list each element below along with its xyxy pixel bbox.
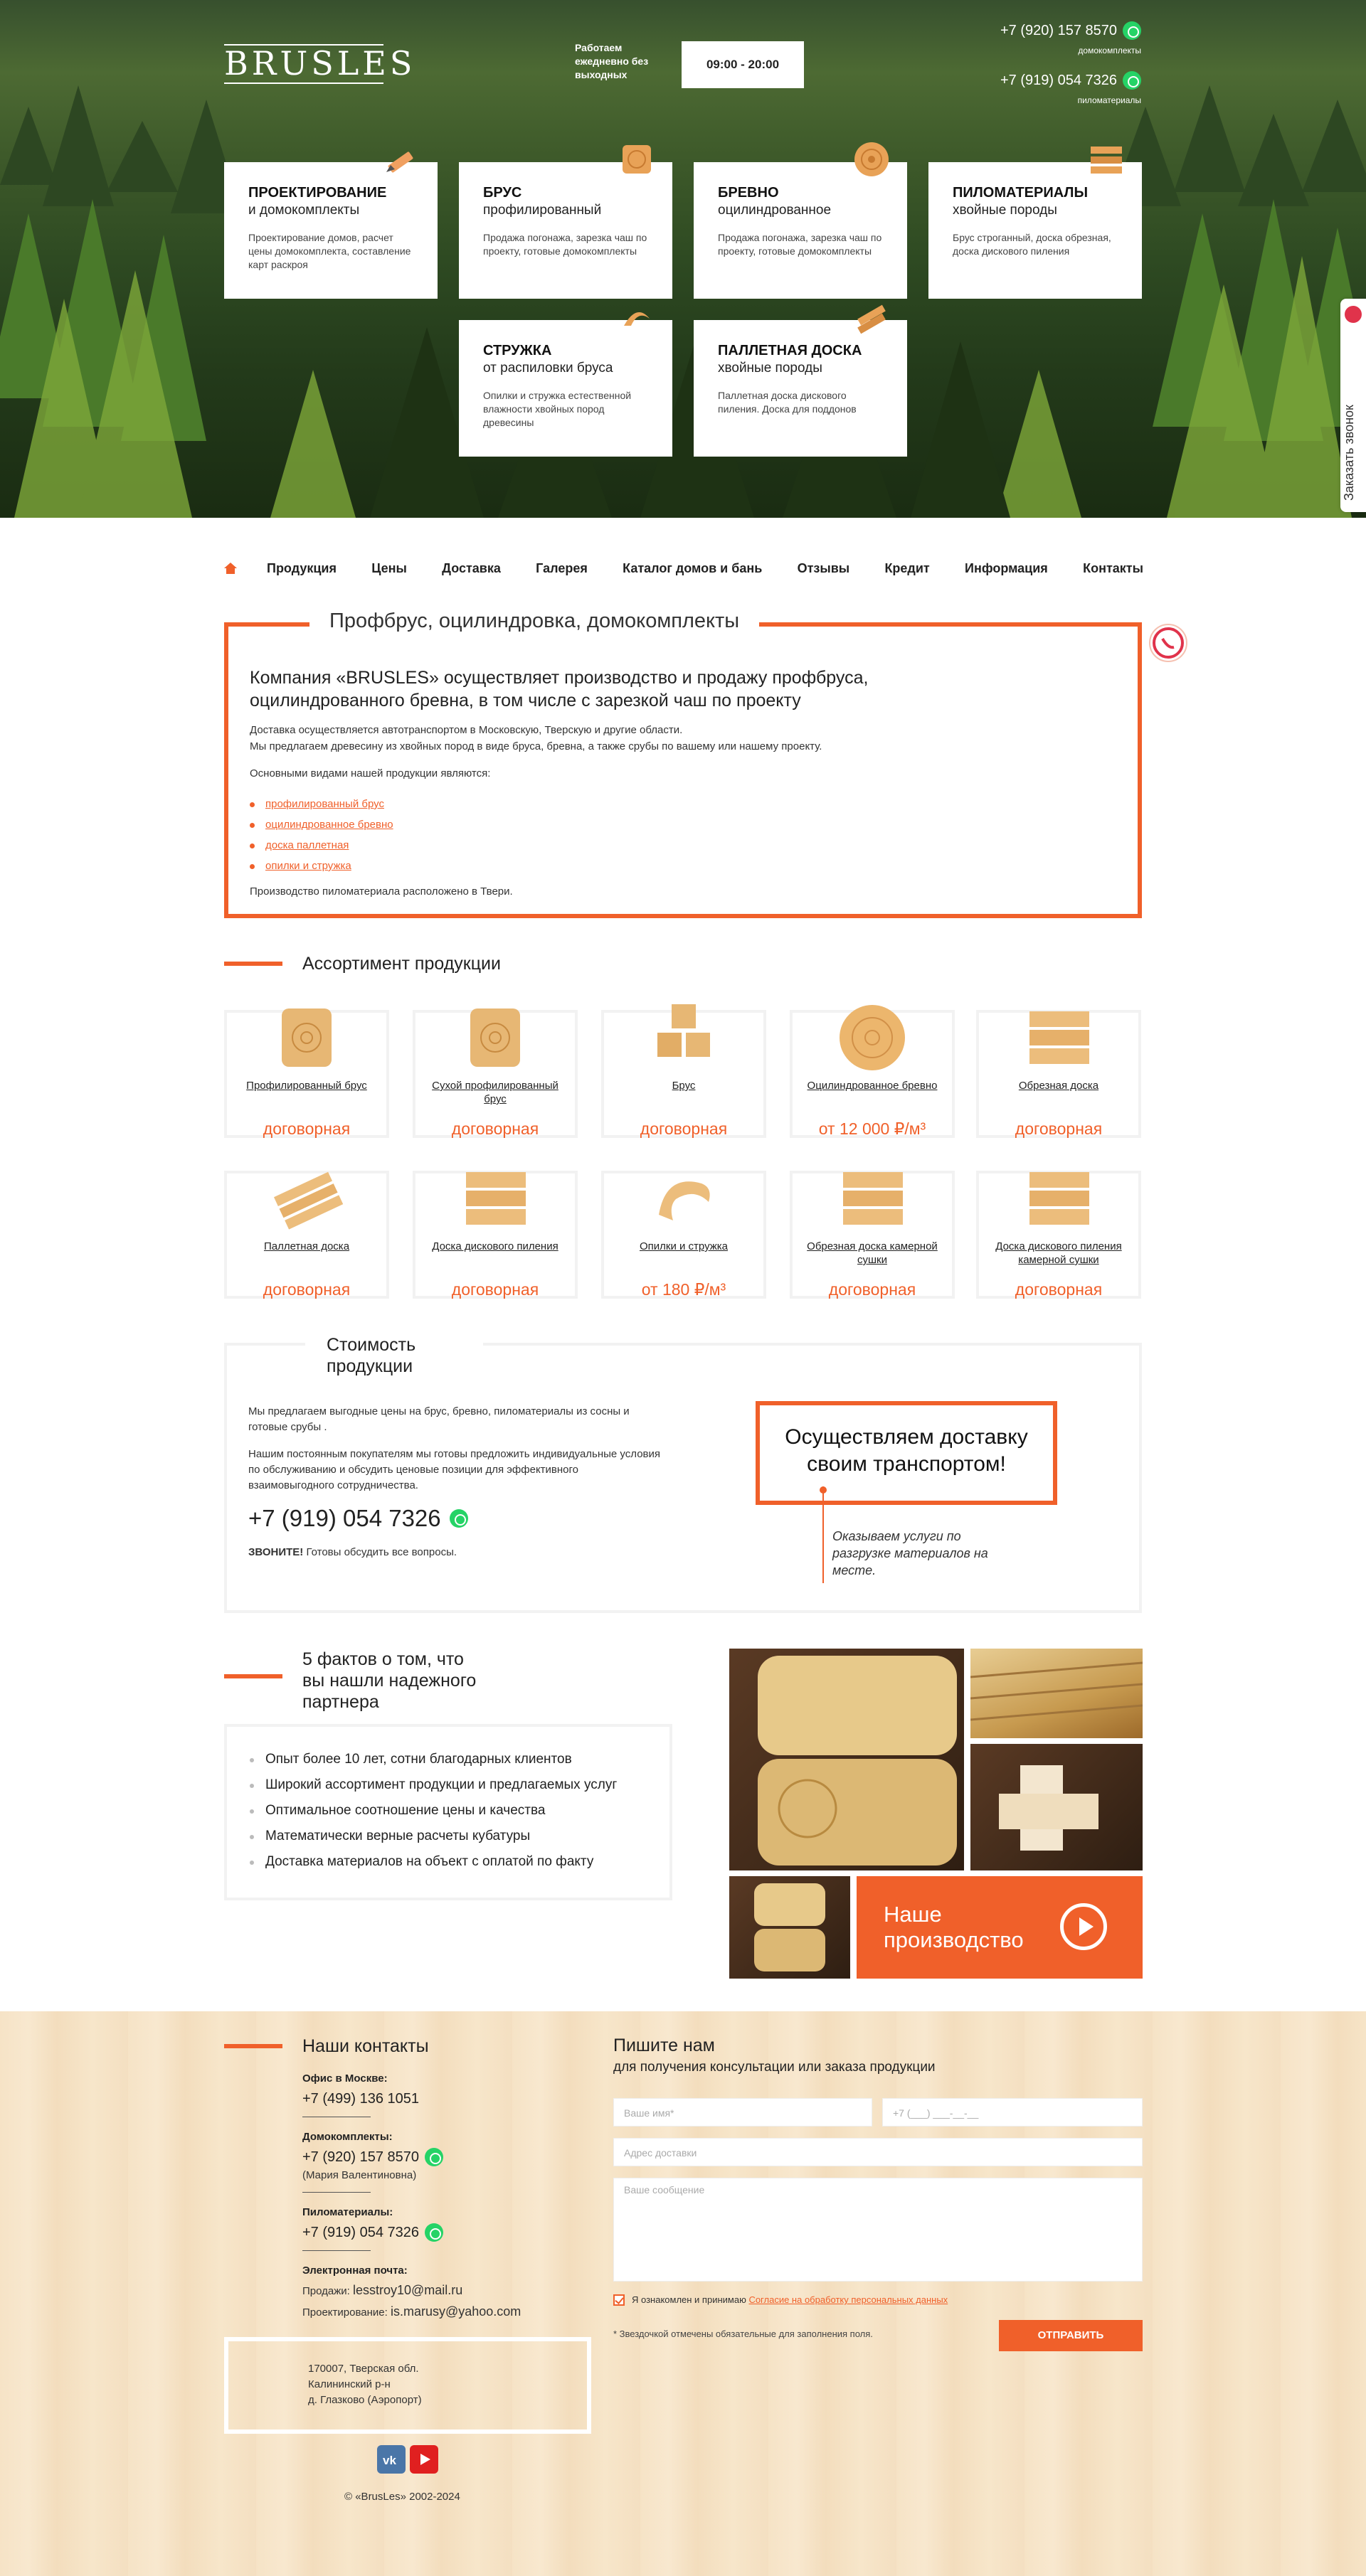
product-name[interactable]: Обрезная доска [1018, 1080, 1099, 1092]
address-line: 170007, Тверская обл. [308, 2363, 419, 2375]
product-card[interactable] [601, 1010, 766, 1138]
product-link[interactable]: опилки и стружка [250, 856, 393, 876]
dom-label: Домокомплекты: [302, 2131, 393, 2143]
main-nav [224, 558, 1143, 579]
office-label: Офис в Москве: [302, 2072, 388, 2085]
shavings-icon [645, 1159, 723, 1238]
product-card[interactable] [790, 1171, 955, 1299]
hero-card-pallet[interactable] [694, 320, 907, 457]
product-card[interactable] [976, 1010, 1141, 1138]
hero-card-lumber[interactable] [928, 162, 1142, 299]
section-head-facts [224, 1649, 487, 1713]
planks-icon [1086, 139, 1126, 179]
header-phone-2 [1000, 71, 1141, 105]
consent-text: Я ознакомлен и принимаю Согласие на обработку персональных данных [632, 2294, 948, 2305]
nav-item-catalog[interactable]: Каталог домов и бань [623, 560, 763, 575]
beam-icon [268, 999, 346, 1077]
svg-text:vk: vk [383, 2454, 396, 2467]
nav-item-products[interactable]: Продукция [267, 560, 337, 575]
delivery-line [822, 1486, 824, 1583]
product-card[interactable] [601, 1171, 766, 1299]
nav-item-credit[interactable]: Кредит [884, 560, 930, 575]
product-name[interactable]: Доска дискового пиления [432, 1240, 558, 1252]
delivery-box: Осуществляем доставку своим транспортом! [756, 1401, 1057, 1505]
product-card[interactable] [413, 1171, 578, 1299]
intro-paragraph: Основными видами нашей продукции являются: [250, 767, 491, 779]
pallet-icon [852, 297, 891, 337]
card-title: БРЕВНО [718, 185, 779, 201]
fact-item: Доставка материалов на объект с оплатой по факту [265, 1849, 631, 1875]
cost-phone [248, 1505, 468, 1532]
logo[interactable]: BRUSLES [224, 44, 416, 83]
product-name[interactable]: Брус [672, 1080, 696, 1092]
planks-icon [456, 1159, 534, 1238]
call-text: ЗВОНИТЕ! Готовы обсудить все вопросы. [248, 1546, 457, 1558]
intro-paragraph: Мы предлагаем древесину из хвойных пород в виде бруса, бревна, а также срубы по вашему или нашему проекту. [250, 740, 822, 752]
pilo-phone: +7 (919) 054 7326 [302, 2223, 443, 2242]
product-price: договорная [1015, 1280, 1103, 1299]
product-card[interactable] [224, 1171, 389, 1299]
card-subtitle: профилированный [483, 203, 602, 218]
product-link[interactable]: оцилиндрованное бревно [250, 814, 393, 835]
email-label: Электронная почта: [302, 2264, 408, 2277]
card-title: СТРУЖКА [483, 343, 552, 358]
work-schedule-label: Работаем ежедневно без выходных [575, 42, 649, 80]
product-link[interactable]: доска паллетная [250, 835, 393, 856]
gallery-photo[interactable] [729, 1649, 964, 1870]
product-card[interactable] [976, 1171, 1141, 1299]
product-price: договорная [263, 1280, 351, 1299]
cost-title: Стоимость продукции [305, 1334, 483, 1377]
nav-item-delivery[interactable]: Доставка [442, 560, 501, 575]
fact-item: Опыт более 10 лет, сотни благодарных клиентов [265, 1747, 631, 1772]
card-title: ПИЛОМАТЕРИАЛЫ [953, 185, 1089, 201]
pallet-icon [268, 1159, 346, 1238]
beam-icon [617, 139, 657, 179]
intro-paragraph: Доставка осуществляется автотранспортом в Московскую, Тверскую и другие области. [250, 724, 683, 736]
product-name[interactable]: Профилированный брус [246, 1080, 367, 1092]
form-title: Пишите нам [613, 2035, 715, 2055]
fact-item: Математически верные расчеты кубатуры [265, 1824, 631, 1849]
whatsapp-icon[interactable] [425, 2223, 443, 2242]
product-price: договорная [828, 1280, 916, 1299]
phone-number[interactable]: +7 (919) 054 7326 [248, 1505, 441, 1531]
card-title: БРУС [483, 185, 522, 201]
intro-paragraph: Производство пиломатериала расположено в Твери. [250, 885, 513, 898]
card-subtitle: оцилиндрованное [718, 203, 832, 218]
email-design: Проектирование: is.marusy@yahoo.com [302, 2304, 521, 2319]
product-price: от 180 ₽/м³ [641, 1280, 726, 1299]
work-hours: 09:00 - 20:00 [682, 41, 804, 88]
card-desc: Проектирование домов, расчет цены домокомплекта, составление карт раскроя [248, 232, 411, 270]
card-subtitle: хвойные породы [718, 361, 822, 376]
play-icon [1060, 1903, 1107, 1950]
dom-contact-name: (Мария Валентиновна) [302, 2169, 417, 2181]
card-subtitle: и домокомплекты [248, 203, 360, 218]
product-name[interactable]: Паллетная доска [263, 1240, 350, 1252]
fact-item: Широкий ассортимент продукции и предлагаемых услуг [265, 1772, 631, 1798]
footer [0, 2011, 1366, 2576]
gallery-photo[interactable] [970, 1744, 1143, 1870]
consent-link[interactable]: Согласие на обработку персональных данных [748, 2294, 948, 2305]
card-desc: Продажа погонажа, зарезка чаш по проекту, готовые домокомплекты [718, 232, 882, 257]
gallery-photo[interactable] [970, 1649, 1143, 1738]
dom-phone: +7 (920) 157 8570 [302, 2148, 443, 2166]
planks-icon [1020, 1159, 1098, 1238]
vk-icon[interactable] [377, 2445, 406, 2474]
card-desc: Продажа погонажа, зарезка чаш по проекту, готовые домокомплекты [483, 232, 647, 257]
youtube-icon[interactable] [410, 2445, 438, 2474]
product-card[interactable] [224, 1010, 389, 1138]
send-button[interactable]: ОТПРАВИТЬ [999, 2320, 1143, 2351]
product-price: договорная [640, 1119, 728, 1138]
shavings-icon [617, 297, 657, 337]
delivery-dot [820, 1486, 827, 1494]
card-desc: Брус строганный, доска обрезная, доска дискового пиления [953, 232, 1111, 257]
product-name[interactable]: Сухой профилированный брус [432, 1080, 558, 1105]
intro-title: Профбрус, оцилиндровка, домокомплекты [309, 610, 759, 633]
delivery-note: Оказываем услуги по разгрузке материалов на месте. [832, 1529, 988, 1577]
card-subtitle: от распиловки бруса [483, 361, 613, 376]
fact-item: Оптимальное соотношение цены и качества [265, 1798, 631, 1824]
home-icon[interactable] [224, 563, 237, 574]
section-title: Наши контакты [302, 2036, 429, 2056]
office-phone[interactable]: +7 (499) 136 1051 [302, 2091, 420, 2107]
beam-icon [456, 999, 534, 1077]
cost-paragraph: Нашим постоянным покупателям мы готовы предложить индивидуальные условия по обслуживанию и обсудить ценовые позиции для эффективного взаимовыгодного сотрудничества. [248, 1448, 661, 1491]
phone-caption: домокомплекты [1078, 46, 1141, 55]
product-name[interactable]: Оцилиндрованное бревно [807, 1080, 938, 1092]
phone-caption: пиломатериалы [1077, 95, 1141, 105]
hero-card-beam[interactable] [459, 162, 672, 299]
product-link[interactable]: профилированный брус [250, 794, 393, 814]
planks-icon [833, 1159, 911, 1238]
card-title: ПРОЕКТИРОВАНИЕ [248, 185, 387, 201]
product-link-list [250, 794, 393, 876]
order-call-label: Заказать звонок [1342, 405, 1356, 501]
product-price: договорная [451, 1119, 539, 1138]
divider [302, 2192, 371, 2193]
address-box [224, 2337, 591, 2434]
log-icon [833, 999, 911, 1077]
product-name[interactable]: Опилки и стружка [639, 1240, 729, 1252]
header-phone-1 [1000, 21, 1141, 55]
hero-card-design[interactable] [224, 162, 438, 299]
nav-item-reviews[interactable]: Отзывы [797, 560, 850, 575]
card-desc: Паллетная доска дискового пиления. Доска для поддонов [718, 390, 857, 415]
facts-list [224, 1724, 672, 1900]
whatsapp-icon[interactable] [450, 1509, 468, 1528]
product-card[interactable] [790, 1010, 955, 1138]
whatsapp-icon[interactable] [1123, 71, 1141, 90]
gallery-photo[interactable] [729, 1876, 850, 1979]
whatsapp-icon[interactable] [425, 2148, 443, 2166]
planks-icon [1020, 999, 1098, 1077]
card-title: ПАЛЛЕТНАЯ ДОСКА [718, 343, 862, 358]
callback-icon[interactable] [1126, 623, 1211, 663]
nav-item-prices[interactable]: Цены [371, 560, 407, 575]
production-video-button[interactable] [857, 1876, 1143, 1979]
intro-box [224, 610, 1142, 918]
nav-item-info[interactable]: Информация [965, 560, 1048, 575]
address-input[interactable]: Адрес доставки [613, 2138, 1143, 2166]
product-name[interactable]: Обрезная доска камерной сушки [807, 1240, 938, 1266]
product-price: от 12 000 ₽/м³ [818, 1119, 926, 1138]
hero-card-shavings[interactable] [459, 320, 672, 457]
copyright: © «BrusLes» 2002-2024 [344, 2491, 460, 2503]
order-call-widget[interactable] [1340, 299, 1366, 512]
card-subtitle: хвойные породы [953, 203, 1057, 218]
nav-item-gallery[interactable]: Галерея [536, 560, 588, 575]
email-sales: Продажи: lesstroy10@mail.ru [302, 2283, 463, 2297]
phone-number[interactable]: +7 (920) 157 8570 [1000, 22, 1117, 38]
consent-checkbox[interactable] [613, 2294, 625, 2306]
card-desc: Опилки и стружка естественной влажности хвойных пород древесины [483, 390, 632, 428]
product-price: договорная [451, 1280, 539, 1299]
log-icon [852, 139, 891, 179]
hero-banner [0, 0, 1366, 518]
message-textarea[interactable]: Ваше сообщение [613, 2178, 1143, 2282]
section-head-contacts [224, 2035, 429, 2057]
divider [302, 2250, 371, 2251]
whatsapp-icon[interactable] [1123, 21, 1141, 40]
product-name[interactable]: Доска дискового пиления камерной сушки [995, 1240, 1122, 1266]
section-head-assortment [224, 953, 501, 974]
address-line: Калининский р-н [308, 2378, 391, 2390]
cubes-icon [645, 999, 723, 1077]
section-title: 5 фактов о том, что вы нашли надежного партнера [302, 1649, 477, 1712]
phone-number[interactable]: +7 (919) 054 7326 [1000, 72, 1117, 88]
product-price: договорная [1015, 1119, 1103, 1138]
address-line: д. Глазково (Аэропорт) [308, 2394, 422, 2406]
product-price: договорная [263, 1119, 351, 1138]
nav-item-contacts[interactable]: Контакты [1083, 560, 1143, 575]
cost-paragraph: Мы предлагаем выгодные цены на брус, бревно, пиломатериалы из сосны и готовые срубы . [248, 1405, 630, 1433]
intro-heading: Компания «BRUSLES» осуществляет производство и продажу профбруса, оцилиндрованного бревна, в том числе с зарезкой чаш по проекту [250, 668, 869, 710]
production-label: Наше производство [884, 1902, 1024, 1952]
phone-input[interactable]: +7 (___) ___-__-__ [882, 2098, 1143, 2127]
required-note: * Звездочкой отмечены обязательные для заполнения поля. [613, 2328, 873, 2339]
section-title: Ассортимент продукции [302, 954, 501, 974]
pencil-icon [382, 139, 422, 179]
phone-icon [1345, 306, 1362, 323]
pilo-label: Пиломатериалы: [302, 2206, 393, 2218]
form-subtitle: для получения консультации или заказа продукции [613, 2060, 936, 2075]
product-card[interactable] [413, 1010, 578, 1138]
name-input[interactable]: Ваше имя* [613, 2098, 872, 2127]
hero-card-log[interactable] [694, 162, 907, 299]
